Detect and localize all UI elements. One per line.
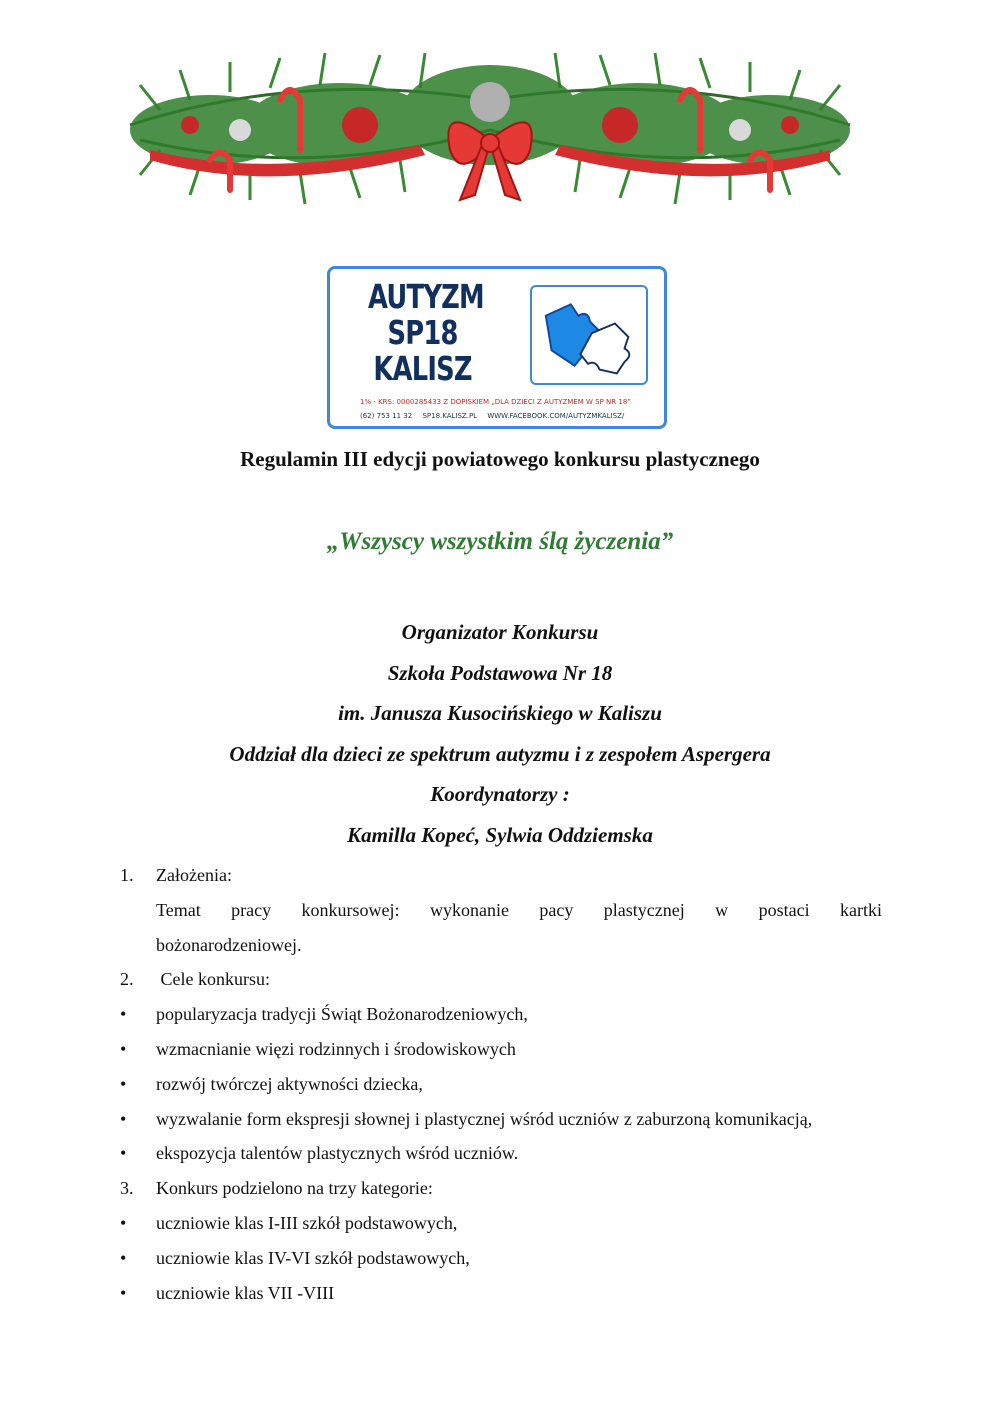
- list-item-text: uczniowie klas VII -VIII: [156, 1282, 335, 1303]
- bullet-icon: •: [120, 1143, 127, 1164]
- list-item: [120, 1276, 882, 1311]
- school-name: Szkoła Podstawowa Nr 18: [387, 660, 613, 685]
- section-1-text-line: [120, 928, 882, 963]
- section-2-heading: [120, 962, 882, 997]
- section-1-heading: [120, 858, 882, 893]
- bullet-icon: •: [120, 1108, 127, 1129]
- section-number: 2.: [120, 969, 134, 990]
- list-item-text: wyzwalanie form ekspresji słownej i plastycznej wśród uczniów z zaburzoną komunikacją,: [156, 1108, 813, 1129]
- list-item-text: rozwój twórczej aktywności dziecka,: [156, 1073, 423, 1094]
- rules-content: [120, 858, 882, 1310]
- phone-text: (62) 753 11 32: [360, 412, 413, 420]
- list-item: [120, 1206, 882, 1241]
- list-item: [120, 1136, 882, 1171]
- list-item: [120, 1241, 882, 1276]
- list-item: [120, 1102, 882, 1137]
- section-title: Konkurs podzielono na trzy kategorie:: [156, 1178, 433, 1199]
- logo-line: SP18: [387, 313, 458, 352]
- list-item-text: wzmacnianie więzi rodzinnych i środowiskowych: [156, 1038, 516, 1059]
- contest-motto: „Wszyscy wszystkim ślą życzenia”: [326, 528, 674, 555]
- bullet-icon: •: [120, 1282, 127, 1303]
- autyzm-sp18-logo: [327, 266, 667, 429]
- list-item: [120, 1067, 882, 1102]
- section-3-heading: [120, 1171, 882, 1206]
- christmas-garland-image: [120, 30, 860, 220]
- section-number: 3.: [120, 1178, 134, 1199]
- list-item-text: uczniowie klas I-III szkół podstawowych,: [156, 1212, 458, 1233]
- section-number: 1.: [120, 865, 134, 885]
- list-item-text: ekspozycja talentów plastycznych wśród uczniów.: [156, 1143, 519, 1164]
- organizer-block: [0, 617, 1000, 861]
- organizer-heading: Organizator Konkursu: [401, 620, 599, 644]
- list-item-text: uczniowie klas IV-VI szkół podstawowych,: [156, 1247, 470, 1268]
- logo-title: [368, 277, 484, 388]
- list-item: [120, 1032, 882, 1067]
- coordinators-names: Kamilla Kopeć, Sylwia Oddziemska: [347, 822, 653, 847]
- puzzle-icon: [530, 285, 648, 385]
- logo-contact-line: [360, 412, 660, 420]
- bullet-icon: •: [120, 1247, 127, 1268]
- list-item: [120, 997, 882, 1032]
- section-text: bożonarodzeniowej.: [156, 934, 302, 955]
- section-1-text-line: [120, 893, 882, 928]
- facebook-text: WWW.FACEBOOK.COM/AUTYZMKALISZ/: [487, 412, 625, 420]
- section-title: Cele konkursu:: [156, 969, 270, 990]
- bullet-icon: •: [120, 1004, 127, 1025]
- list-item-text: popularyzacja tradycji Świąt Bożonarodzeniowych,: [156, 1004, 528, 1025]
- logo-line: KALISZ: [373, 349, 472, 388]
- section-text: Temat pracy konkursowej: wykonanie pacy plastycznej w postaci kartki: [156, 899, 882, 920]
- coordinators-label: Koordynatorzy :: [430, 782, 570, 807]
- logo-line: AUTYZM: [368, 277, 484, 316]
- school-patron: im. Janusza Kusocińskiego w Kaliszu: [338, 701, 662, 726]
- bullet-icon: •: [120, 1038, 127, 1059]
- website-text: SP18.KALISZ.PL: [422, 412, 478, 420]
- bullet-icon: •: [120, 1212, 127, 1233]
- section-title: Założenia:: [156, 865, 232, 885]
- logo-krs-text: 1% - KRS: 0000285433 Z DOPISKIEM „DLA DZIECI Z AUTYZMEM W SP NR 18”: [360, 398, 631, 406]
- department-name: Oddział dla dzieci ze spektrum autyzmu i z zespołem Aspergera: [229, 741, 771, 766]
- document-title: Regulamin III edycji powiatowego konkursu plastycznego: [240, 447, 760, 471]
- bullet-icon: •: [120, 1073, 127, 1094]
